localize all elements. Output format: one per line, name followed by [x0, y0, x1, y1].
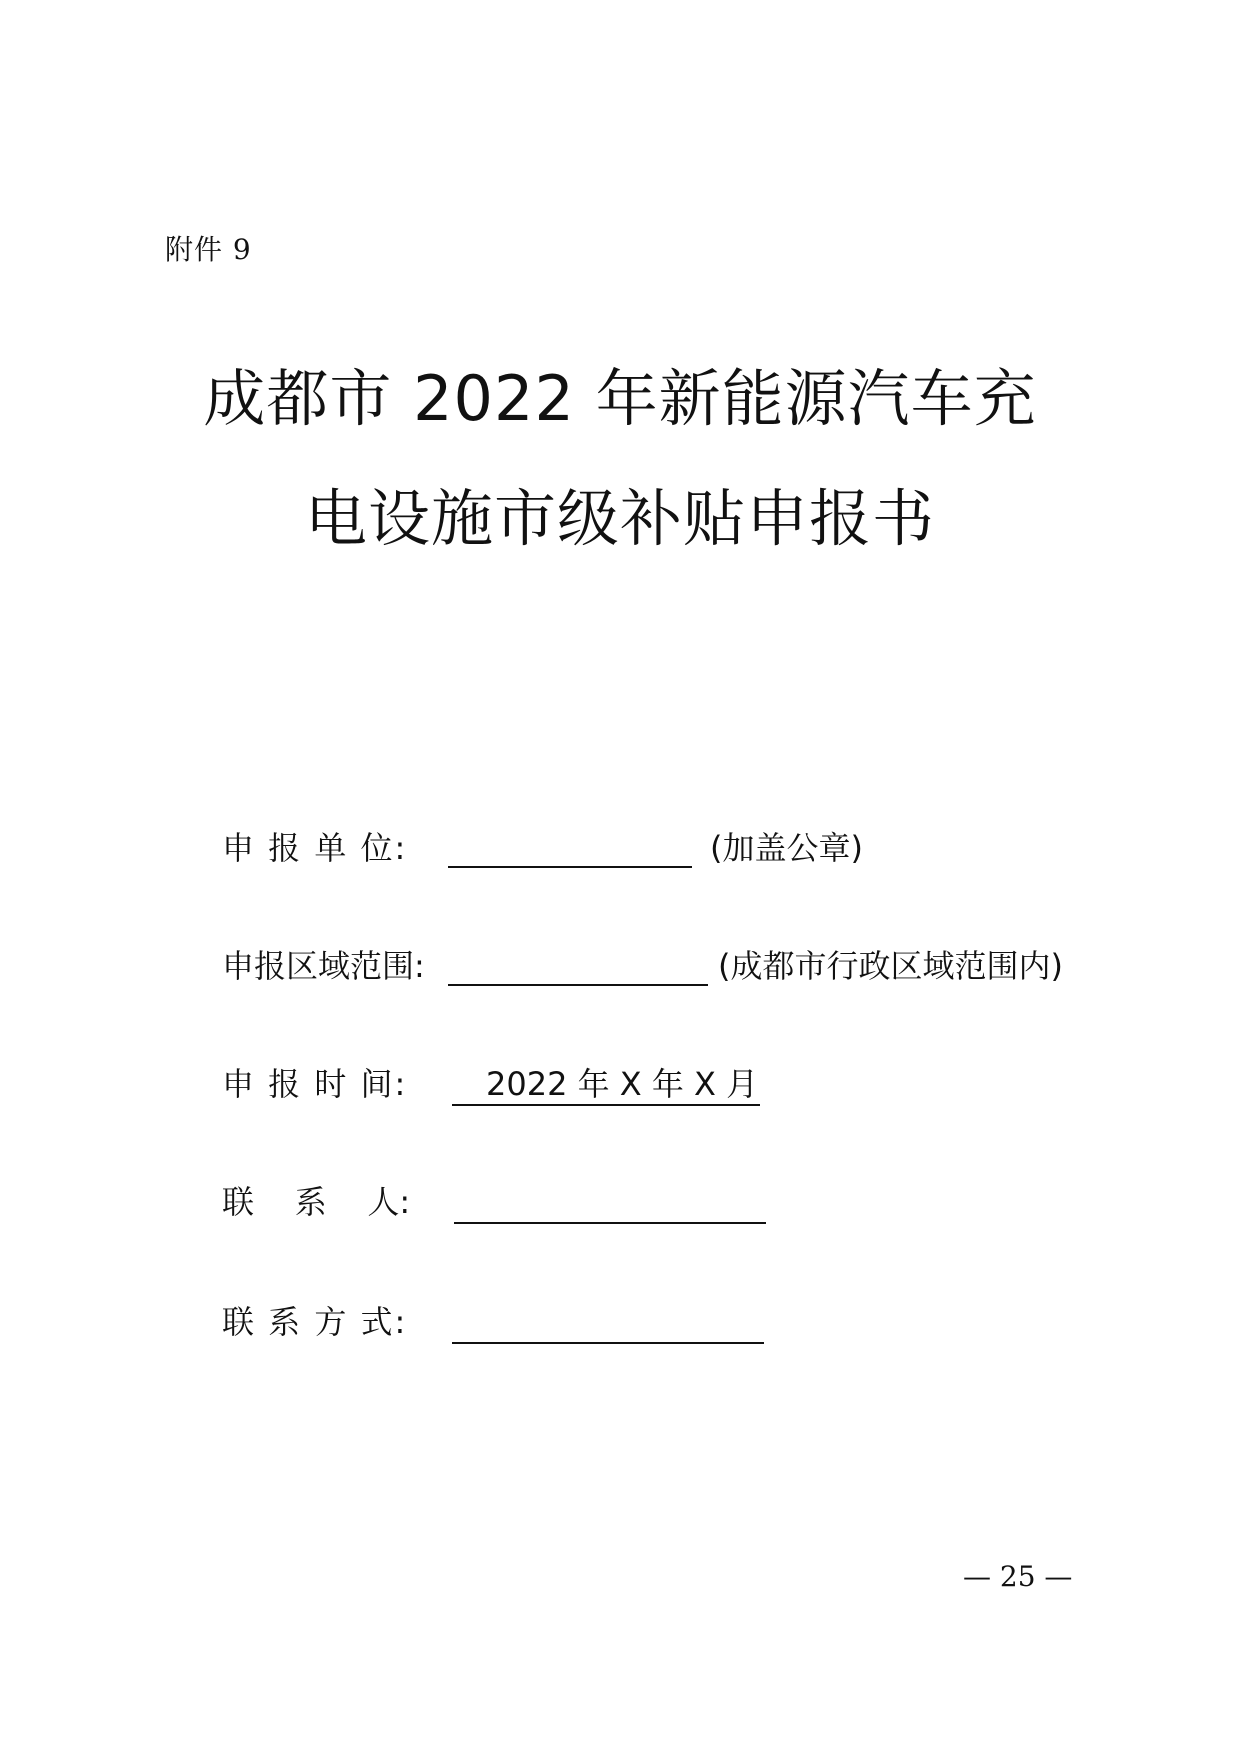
contact-method-label: 联 系 方 式:: [222, 1303, 408, 1341]
time-value: 2022 年 X 年 X 月: [486, 1065, 759, 1103]
unit-field-line[interactable]: [448, 866, 692, 868]
attachment-label: 附件 9: [165, 233, 252, 266]
document-title-line-2: 电设施市级补贴申报书: [304, 482, 935, 555]
time-field-line[interactable]: [452, 1104, 760, 1106]
contact-person-label: 联 系 人:: [222, 1183, 411, 1221]
unit-note: (加盖公章): [710, 829, 863, 867]
region-note: (成都市行政区域范围内): [718, 947, 1063, 985]
region-label: 申报区域范围:: [222, 947, 425, 985]
page-number: — 25 —: [963, 1560, 1073, 1593]
time-label: 申 报 时 间:: [222, 1065, 408, 1103]
document-title-line-1: 成都市 2022 年新能源汽车充: [203, 362, 1037, 435]
region-field-line[interactable]: [448, 984, 708, 986]
contact-method-field-line[interactable]: [452, 1342, 764, 1344]
unit-label: 申 报 单 位:: [222, 829, 408, 867]
contact-person-field-line[interactable]: [454, 1222, 766, 1224]
